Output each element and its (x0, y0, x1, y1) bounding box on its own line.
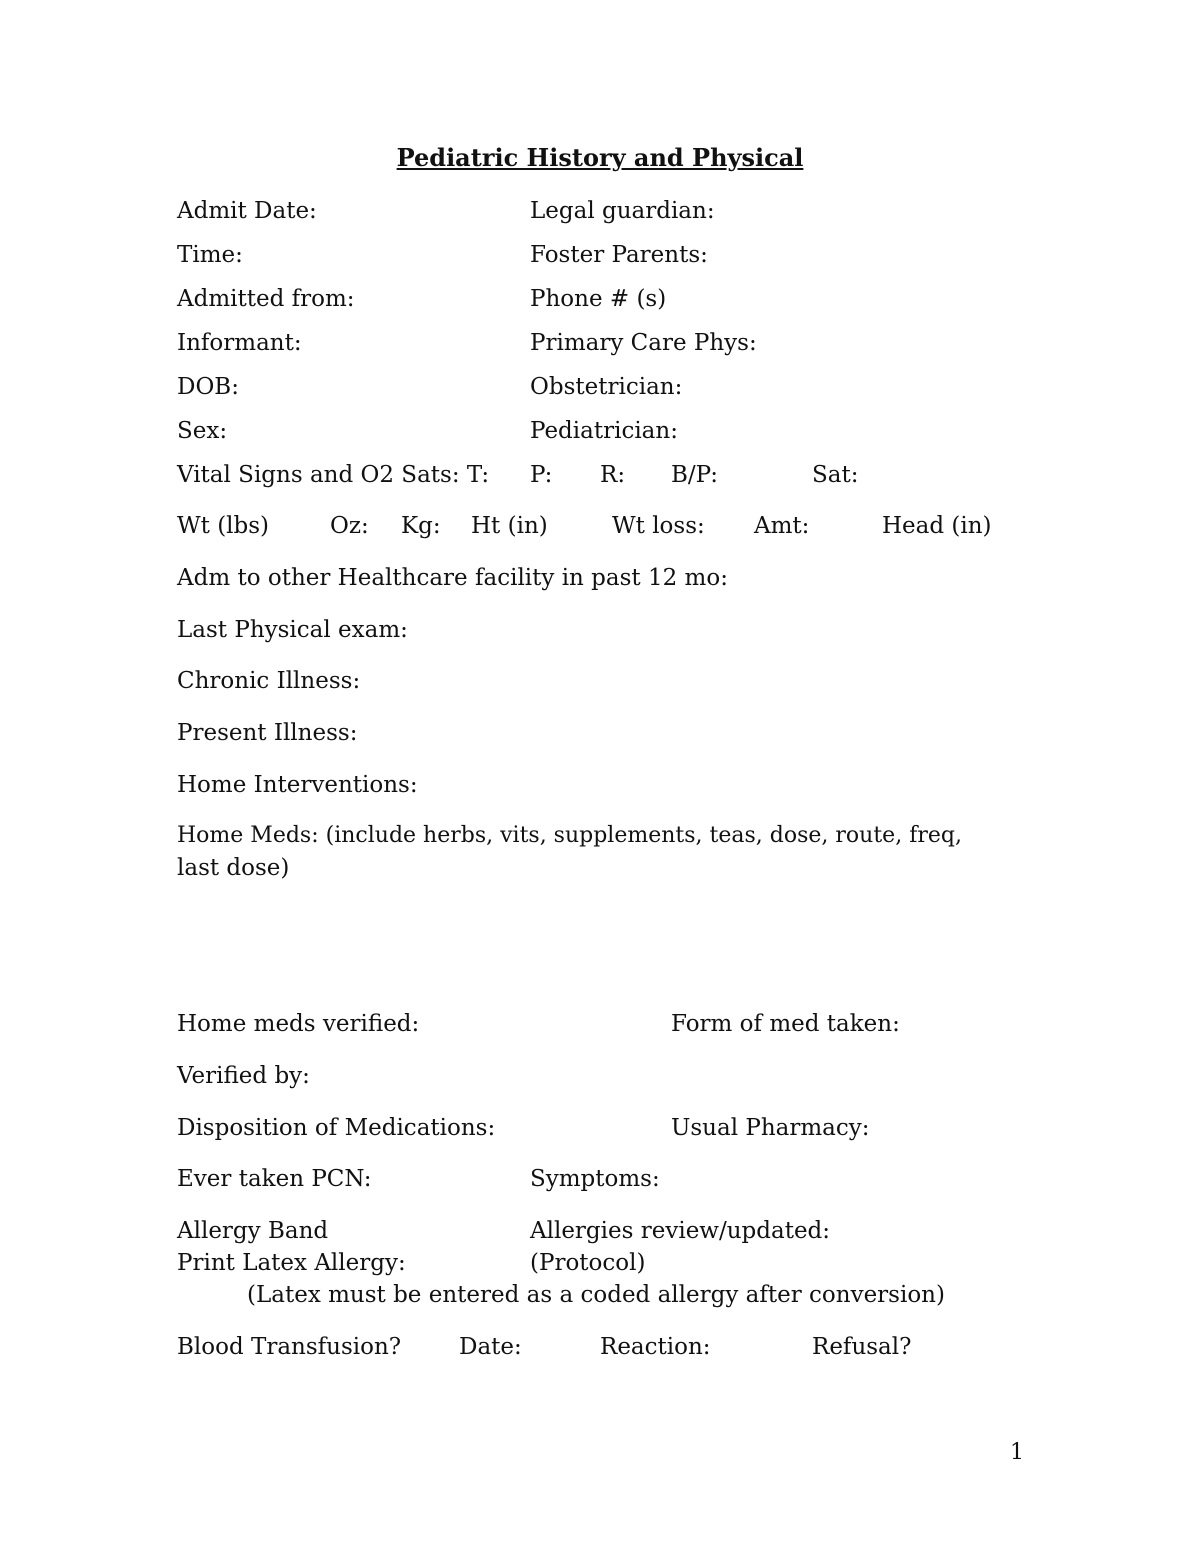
page-number: 1 (1010, 1440, 1024, 1465)
field-refusal: Refusal? (812, 1334, 912, 1360)
page-title (0, 143, 1200, 173)
field-phone: Phone # (s) (530, 286, 667, 312)
field-allergy-band: Allergy Band (177, 1218, 329, 1244)
field-home-interventions: Home Interventions: (177, 772, 418, 798)
field-head-in: Head (in) (882, 513, 992, 539)
field-primary-care: Primary Care Phys: (530, 330, 757, 356)
field-wt-lbs: Wt (lbs) (177, 513, 270, 539)
field-pediatrician: Pediatrician: (530, 418, 678, 444)
field-adm-other: Adm to other Healthcare facility in past 12 mo: (177, 565, 728, 591)
field-resp: R: (600, 462, 626, 488)
field-obstetrician: Obstetrician: (530, 374, 683, 400)
field-sex: Sex: (177, 418, 228, 444)
field-legal-guardian: Legal guardian: (530, 198, 715, 224)
field-present-illness: Present Illness: (177, 720, 358, 746)
field-admitted-from: Admitted from: (177, 286, 355, 312)
field-protocol: (Protocol) (530, 1250, 646, 1276)
field-last-physical: Last Physical exam: (177, 617, 408, 643)
field-blood-transfusion: Blood Transfusion? (177, 1334, 402, 1360)
field-dob: DOB: (177, 374, 239, 400)
field-usual-pharmacy: Usual Pharmacy: (671, 1115, 870, 1141)
field-wt-loss: Wt loss: (612, 513, 705, 539)
field-bp: B/P: (671, 462, 719, 488)
field-disposition: Disposition of Medications: (177, 1115, 496, 1141)
field-informant: Informant: (177, 330, 302, 356)
field-home-meds: Home Meds: (include herbs, vits, supplements, teas, dose, route, freq, (177, 823, 962, 848)
field-ht-in: Ht (in) (471, 513, 548, 539)
field-date: Date: (459, 1334, 522, 1360)
field-reaction: Reaction: (600, 1334, 711, 1360)
field-pulse: P: (530, 462, 553, 488)
field-time: Time: (177, 242, 243, 268)
field-admit-date: Admit Date: (177, 198, 317, 224)
field-home-meds-verified: Home meds verified: (177, 1011, 420, 1037)
field-chronic-illness: Chronic Illness: (177, 668, 361, 694)
field-verified-by: Verified by: (177, 1063, 310, 1089)
field-amt: Amt: (754, 513, 810, 539)
field-print-latex: Print Latex Allergy: (177, 1250, 406, 1276)
field-form-of-med: Form of med taken: (671, 1011, 900, 1037)
page-title-text: Pediatric History and Physical (396, 143, 804, 172)
field-symptoms: Symptoms: (530, 1166, 660, 1192)
field-vitals-temp: Vital Signs and O2 Sats: T: (177, 462, 490, 488)
field-ever-taken-pcn: Ever taken PCN: (177, 1166, 372, 1192)
latex-note: (Latex must be entered as a coded allergy after conversion) (247, 1282, 945, 1308)
field-allergies-review: Allergies review/updated: (530, 1218, 831, 1244)
field-sat: Sat: (812, 462, 859, 488)
field-home-meds-cont: last dose) (177, 855, 290, 881)
field-oz: Oz: (330, 513, 369, 539)
field-kg: Kg: (401, 513, 441, 539)
field-foster-parents: Foster Parents: (530, 242, 708, 268)
